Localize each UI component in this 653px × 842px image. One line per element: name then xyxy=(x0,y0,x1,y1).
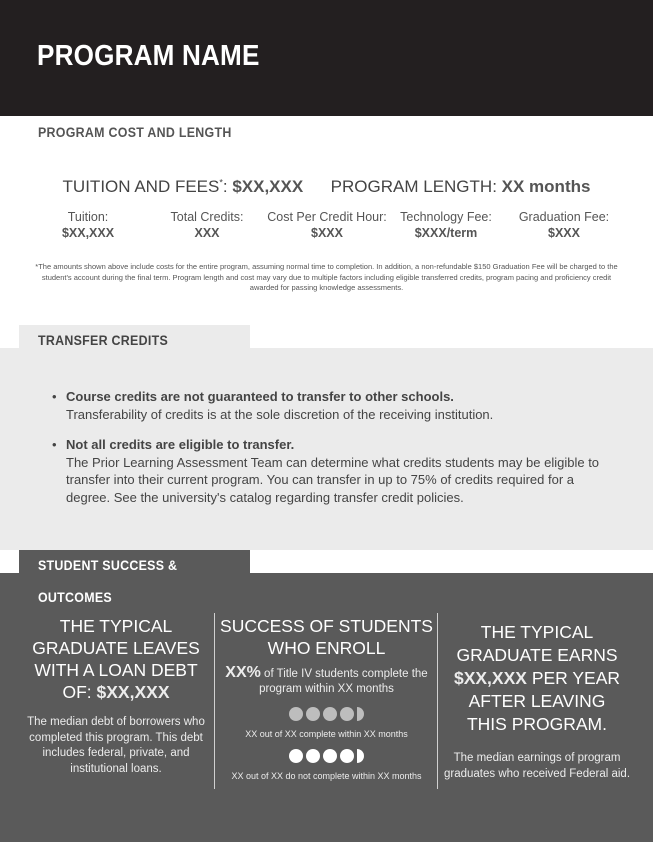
debt-line: GRADUATE LEAVES xyxy=(32,638,200,658)
earnings-line: THE TYPICAL xyxy=(480,622,594,642)
column-divider xyxy=(214,613,215,789)
length-value: XX months xyxy=(501,177,591,196)
success-line: WHO ENROLL xyxy=(267,638,386,658)
fee-cost-per-credit xyxy=(266,210,388,240)
person-dot-icon xyxy=(306,749,320,763)
bullet-icon: • xyxy=(52,389,57,404)
half-dot-icon xyxy=(357,707,364,721)
fee-value: $XX,XXX xyxy=(61,226,115,240)
transfer-item-body: The Prior Learning Assessment Team can determine what credits students may be eligible to transfer into their current program. You can transfer in up to 75% of credits required for a degree. See the university's catalog regarding transfer credit policies. xyxy=(66,454,600,505)
debt-line: THE TYPICAL xyxy=(59,616,173,636)
section-tab-cost xyxy=(19,117,250,149)
earnings-line: GRADUATE EARNS xyxy=(456,645,618,665)
section-tab-outcomes xyxy=(19,550,250,605)
debt-headline xyxy=(20,615,212,703)
not-complete-dots xyxy=(217,749,436,765)
completion-rate-text xyxy=(217,665,436,697)
person-dot-icon xyxy=(340,749,354,763)
success-column xyxy=(217,573,436,781)
debt-line: WITH A LOAN DEBT xyxy=(34,660,198,680)
completion-rate-desc: of Title IV students complete the program within XX months xyxy=(259,668,428,695)
fee-label: Total Credits: xyxy=(170,210,244,224)
section-title-transfer: TRANSFER CREDITS xyxy=(38,333,169,348)
tuition-separator: : xyxy=(222,177,228,196)
tuition-footnote-mark: * xyxy=(219,177,223,188)
transfer-item-heading: Not all credits are eligible to transfer. xyxy=(66,437,295,452)
person-dot-icon xyxy=(289,749,303,763)
program-name-title: PROGRAM NAME xyxy=(37,40,260,72)
transfer-section xyxy=(0,348,653,550)
cost-section xyxy=(0,149,653,325)
page-header xyxy=(0,0,653,116)
fee-technology xyxy=(386,210,506,240)
fee-value: XXX xyxy=(194,226,220,240)
person-dot-icon xyxy=(340,707,354,721)
complete-dots xyxy=(217,707,436,723)
fee-value: $XXX xyxy=(548,226,580,240)
fee-total-credits xyxy=(146,210,268,240)
person-dot-icon xyxy=(323,707,337,721)
person-dot-icon xyxy=(289,707,303,721)
earnings-column xyxy=(438,573,636,782)
debt-note: The median debt of borrowers who completed this program. This debt includes federal, private, and institutional loans. xyxy=(27,716,205,775)
fee-label: Tuition: xyxy=(67,210,109,224)
fee-graduation xyxy=(504,210,624,240)
tuition-label: TUITION AND FEES xyxy=(62,177,220,196)
section-title-outcomes: STUDENT SUCCESS & OUTCOMES xyxy=(38,558,178,605)
fee-label: Technology Fee: xyxy=(400,210,492,224)
bullet-icon: • xyxy=(52,437,57,452)
earnings-amount: $XX,XXX xyxy=(453,668,527,688)
fee-label: Cost Per Credit Hour: xyxy=(267,210,387,224)
transfer-item-heading: Course credits are not guaranteed to transfer to other schools. xyxy=(66,389,454,404)
transfer-item xyxy=(52,436,612,506)
fee-tuition xyxy=(28,210,148,240)
earnings-note: The median earnings of program graduates who received Federal aid. xyxy=(443,752,631,780)
transfer-item xyxy=(52,388,612,423)
fee-value: $XXX/term xyxy=(414,226,478,240)
earnings-line: AFTER LEAVING xyxy=(468,691,606,711)
completion-rate-value: XX% xyxy=(225,664,261,681)
success-line: SUCCESS OF STUDENTS xyxy=(220,616,433,636)
debt-line: OF: xyxy=(62,682,97,702)
person-dot-icon xyxy=(306,707,320,721)
debt-amount: $XX,XXX xyxy=(96,682,170,702)
length-label: PROGRAM LENGTH: xyxy=(330,177,497,196)
earnings-line: PER YEAR xyxy=(526,668,620,688)
tuition-length-line xyxy=(0,177,653,197)
section-tab-transfer xyxy=(19,325,250,357)
success-headline xyxy=(217,615,436,659)
section-title-cost: PROGRAM COST AND LENGTH xyxy=(38,125,232,140)
earnings-line: THIS PROGRAM. xyxy=(466,714,607,734)
half-dot-icon xyxy=(357,749,364,763)
complete-caption: XX out of XX complete within XX months xyxy=(245,729,408,739)
fees-row xyxy=(28,210,628,250)
person-dot-icon xyxy=(323,749,337,763)
cost-footnote: *The amounts shown above include costs for the entire program, assuming normal time to completion. In addition, a non-refundable $150 Graduation Fee will be charged to the student's account during the final term. Program length and cost may vary due to multiple factors including eligible transferred credits, program pacing and proficiency credit awarded for passing knowledge assessments. xyxy=(35,262,618,292)
fee-label: Graduation Fee: xyxy=(518,210,610,224)
not-complete-caption: XX out of XX do not complete within XX months xyxy=(231,771,422,781)
transfer-item-body: Transferability of credits is at the sole discretion of the receiving institution. xyxy=(66,406,494,422)
earnings-headline xyxy=(438,621,636,736)
fee-value: $XXX xyxy=(311,226,343,240)
tuition-value: $XX,XXX xyxy=(232,177,304,196)
